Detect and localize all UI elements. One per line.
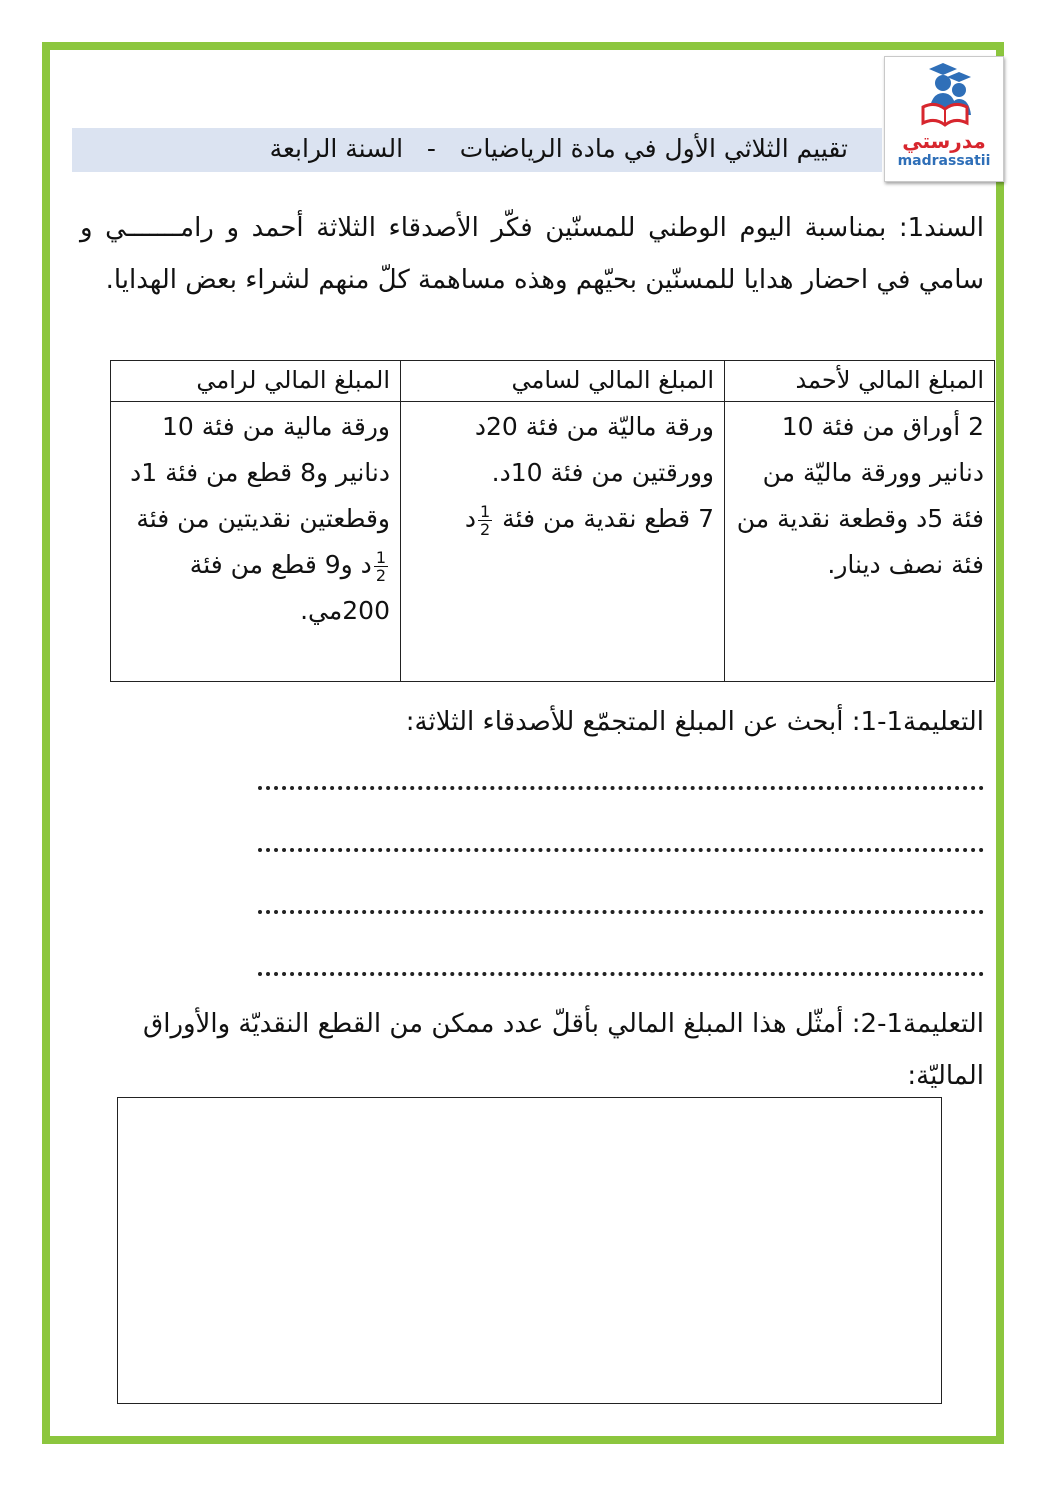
header-rami: المبلغ المالي لرامي bbox=[111, 361, 401, 402]
graduation-students-book-icon bbox=[885, 57, 1003, 133]
rami-unit: د bbox=[360, 550, 372, 579]
task-1-1: التعليمة1-1: أبحث عن المبلغ المتجمّع للأصدقاء الثلاثة: bbox=[405, 707, 984, 737]
task-1-2: التعليمة1-2: أمثّل هذا المبلغ المالي بأقلّ عدد ممكن من القطع النقديّة والأوراق الماليّة: bbox=[143, 1009, 984, 1091]
cell-rami bbox=[111, 402, 401, 682]
sami-amount-text-1: ورقة ماليّة من فئة 20د وورقتين من فئة 10د. bbox=[474, 412, 714, 487]
fraction-half: $\frac{1}{2}$ bbox=[375, 547, 386, 585]
table-header-row bbox=[111, 361, 995, 402]
rami-amount-text-1: ورقة مالية من فئة 10 دنانير و8 قطع من فئة 1د وقطعتين نقديتين من فئة bbox=[130, 412, 390, 533]
sami-amount-text-2: 7 قطع نقدية من فئة bbox=[502, 504, 714, 533]
answer-line-4[interactable] bbox=[258, 972, 984, 976]
page-title: تقييم الثلاثي الأول في مادة الرياضيات - السنة الرابعة bbox=[269, 134, 848, 163]
answer-line-3[interactable] bbox=[258, 910, 984, 914]
logo bbox=[884, 56, 1004, 182]
header-sami: المبلغ المالي لسامي bbox=[401, 361, 725, 402]
cell-ahmed bbox=[725, 402, 995, 682]
header-ahmed: المبلغ المالي لأحمد bbox=[725, 361, 995, 402]
support-paragraph: السند1: بمناسبة اليوم الوطني للمسنّين فكّر الأصدقاء الثلاثة أحمد و رامـــــــي و سامي في احضار هدايا للمسنّين بحيّهم وهذه مساهمة كلّ منهم لشراء بعض الهدايا. bbox=[80, 213, 984, 295]
answer-line-1[interactable] bbox=[258, 786, 984, 790]
logo-arabic-text: مدرستي bbox=[902, 129, 986, 153]
rami-amount-text-2: و9 قطع من فئة 200مي. bbox=[189, 550, 390, 625]
fraction-half: $\frac{1}{2}$ bbox=[479, 501, 491, 539]
amounts-table bbox=[110, 360, 995, 682]
answer-line-2[interactable] bbox=[258, 848, 984, 852]
sami-unit: د bbox=[464, 504, 476, 533]
table-row bbox=[111, 402, 995, 682]
logo-latin-text: madrassatii bbox=[897, 153, 991, 169]
cell-sami bbox=[401, 402, 725, 682]
ahmed-amount-text: 2 أوراق من فئة 10 دنانير وورقة ماليّة من فئة 5د وقطعة نقدية من فئة نصف دينار. bbox=[736, 412, 984, 579]
answer-box[interactable] bbox=[117, 1097, 942, 1404]
